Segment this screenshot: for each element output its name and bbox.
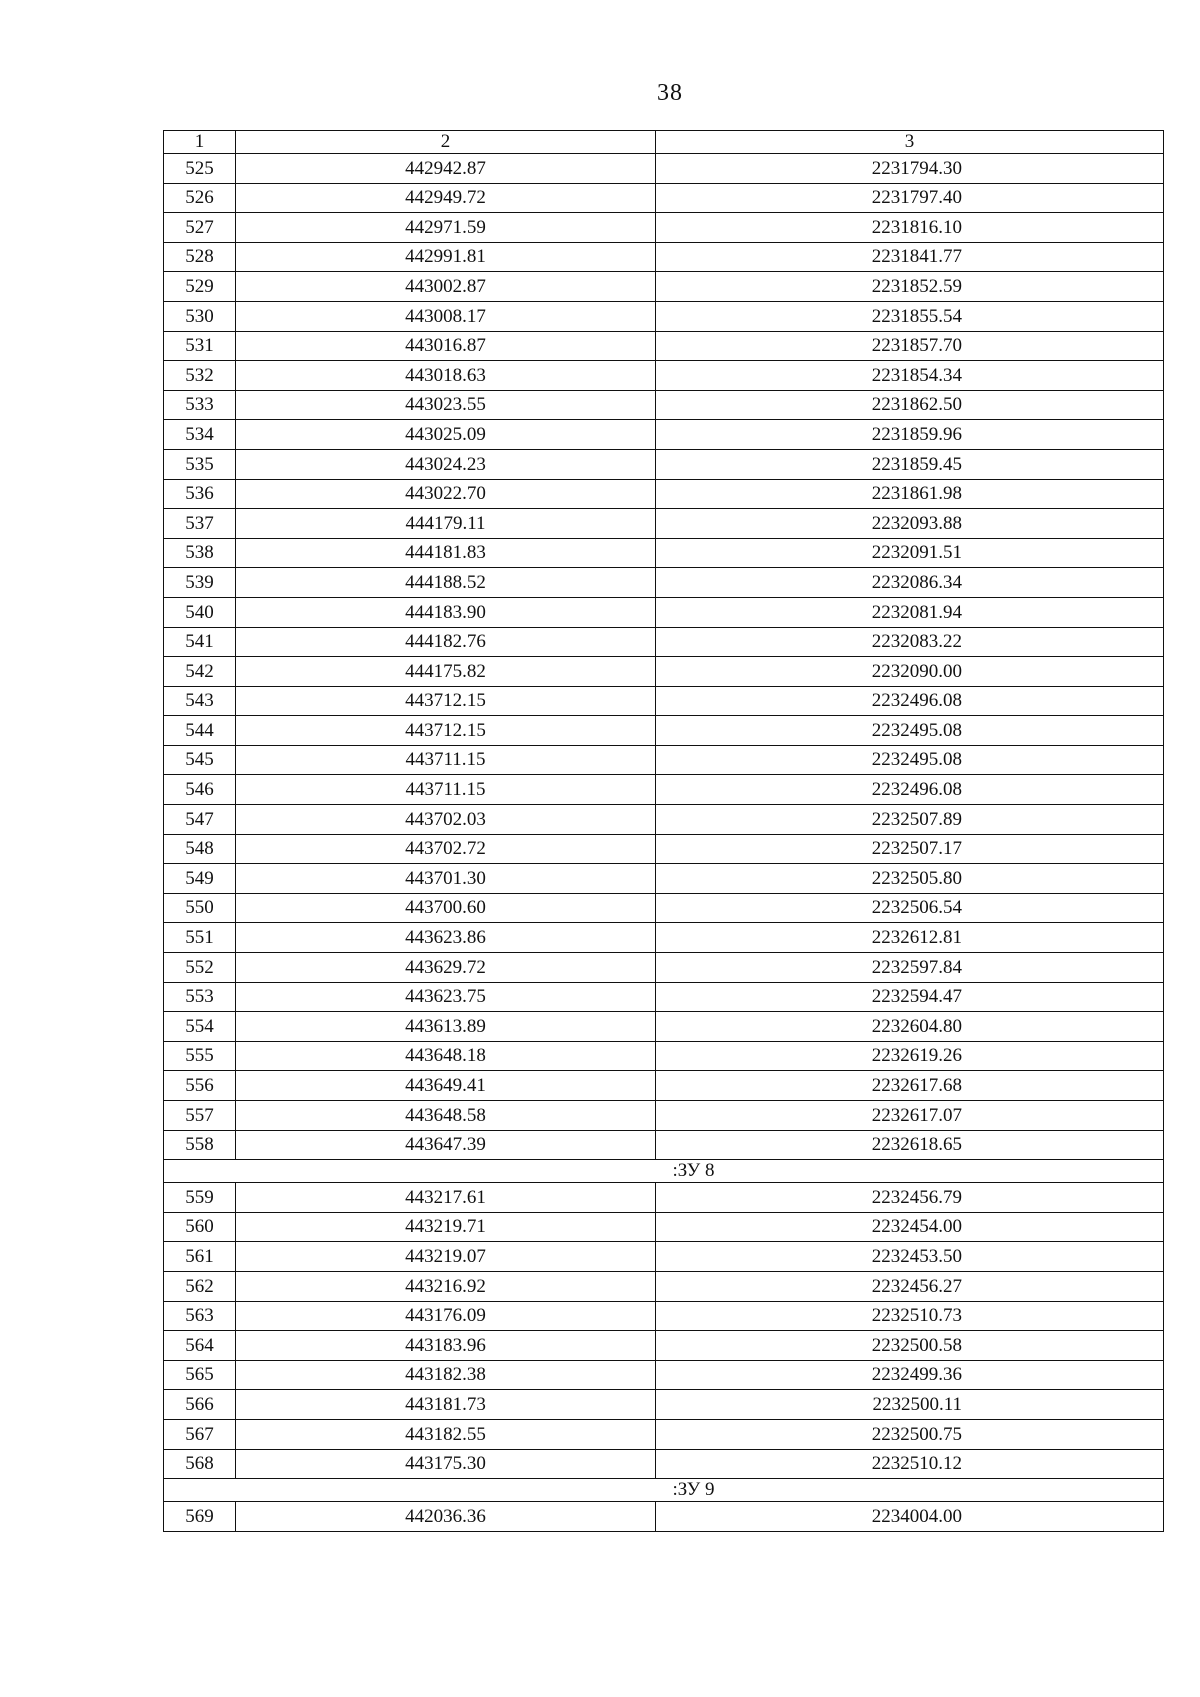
cell-x: 443216.92: [236, 1271, 656, 1301]
cell-y: 2232090.00: [656, 657, 1164, 687]
cell-x: 443022.70: [236, 479, 656, 509]
table-row: [164, 449, 1164, 479]
cell-y: 2232496.08: [656, 775, 1164, 805]
cell-y: 2231816.10: [656, 213, 1164, 243]
table-row: [164, 509, 1164, 539]
cell-y: 2232081.94: [656, 597, 1164, 627]
cell-y: 2232619.26: [656, 1041, 1164, 1071]
table-row: [164, 331, 1164, 361]
cell-x: 444179.11: [236, 509, 656, 539]
cell-point-number: 530: [164, 301, 236, 331]
table-row: [164, 390, 1164, 420]
cell-point-number: 539: [164, 568, 236, 598]
cell-y: 2232453.50: [656, 1242, 1164, 1272]
cell-y: 2232510.12: [656, 1449, 1164, 1479]
cell-x: 444182.76: [236, 627, 656, 657]
table-row: [164, 1212, 1164, 1242]
cell-x: 443702.03: [236, 805, 656, 835]
table-row: [164, 538, 1164, 568]
cell-y: 2232510.73: [656, 1301, 1164, 1331]
cell-y: 2232612.81: [656, 923, 1164, 953]
cell-point-number: 569: [164, 1502, 236, 1532]
table-row: [164, 982, 1164, 1012]
cell-x: 444188.52: [236, 568, 656, 598]
cell-point-number: 563: [164, 1301, 236, 1331]
table-row: [164, 657, 1164, 687]
cell-x: 443613.89: [236, 1012, 656, 1042]
cell-y: 2232597.84: [656, 953, 1164, 983]
coordinates-table: [163, 130, 1164, 1532]
cell-x: 443647.39: [236, 1130, 656, 1160]
cell-y: 2232500.11: [656, 1390, 1164, 1420]
cell-y: 2231862.50: [656, 390, 1164, 420]
cell-y: 2232083.22: [656, 627, 1164, 657]
cell-y: 2232507.89: [656, 805, 1164, 835]
cell-y: 2232507.17: [656, 834, 1164, 864]
table-row: [164, 745, 1164, 775]
table-row: [164, 1271, 1164, 1301]
cell-y: 2232454.00: [656, 1212, 1164, 1242]
cell-y: 2232091.51: [656, 538, 1164, 568]
cell-x: 442036.36: [236, 1502, 656, 1532]
header-cell-point-number: 1: [164, 131, 236, 154]
cell-x: 443176.09: [236, 1301, 656, 1331]
table-row: [164, 1502, 1164, 1532]
cell-point-number: 532: [164, 361, 236, 391]
page-number: 38: [657, 80, 683, 106]
table-row: [164, 597, 1164, 627]
table-row: [164, 1130, 1164, 1160]
table-row: [164, 272, 1164, 302]
table-row: [164, 686, 1164, 716]
cell-point-number: 567: [164, 1419, 236, 1449]
cell-x: 443623.75: [236, 982, 656, 1012]
table-row: [164, 479, 1164, 509]
cell-point-number: 549: [164, 864, 236, 894]
cell-x: 444183.90: [236, 597, 656, 627]
cell-x: 443183.96: [236, 1331, 656, 1361]
cell-point-number: 526: [164, 183, 236, 213]
table-row: [164, 420, 1164, 450]
cell-y: 2231855.54: [656, 301, 1164, 331]
table-row: [164, 1183, 1164, 1213]
cell-point-number: 528: [164, 242, 236, 272]
section-label: [164, 1160, 1164, 1183]
cell-y: 2232617.07: [656, 1101, 1164, 1131]
table-row: [164, 1101, 1164, 1131]
cell-point-number: 552: [164, 953, 236, 983]
cell-x: 443712.15: [236, 716, 656, 746]
cell-point-number: 542: [164, 657, 236, 687]
cell-y: 2231859.96: [656, 420, 1164, 450]
cell-y: 2232086.34: [656, 568, 1164, 598]
section-label-text: :ЗУ 8: [672, 1160, 715, 1182]
table-header-row: [164, 131, 1164, 154]
table-row: [164, 1419, 1164, 1449]
cell-y: 2231859.45: [656, 449, 1164, 479]
cell-point-number: 551: [164, 923, 236, 953]
cell-point-number: 547: [164, 805, 236, 835]
table-row: [164, 242, 1164, 272]
table-row: [164, 301, 1164, 331]
cell-x: 443219.71: [236, 1212, 656, 1242]
cell-point-number: 568: [164, 1449, 236, 1479]
cell-point-number: 556: [164, 1071, 236, 1101]
coordinates-table-body: [164, 131, 1164, 1532]
cell-point-number: 537: [164, 509, 236, 539]
cell-point-number: 529: [164, 272, 236, 302]
cell-point-number: 535: [164, 449, 236, 479]
table-row: [164, 1071, 1164, 1101]
cell-y: 2232495.08: [656, 716, 1164, 746]
cell-y: 2232456.79: [656, 1183, 1164, 1213]
section-row: [164, 1160, 1164, 1183]
cell-x: 442949.72: [236, 183, 656, 213]
section-label: [164, 1479, 1164, 1502]
cell-point-number: 543: [164, 686, 236, 716]
cell-x: 443712.15: [236, 686, 656, 716]
cell-x: 443182.38: [236, 1360, 656, 1390]
cell-y: 2231841.77: [656, 242, 1164, 272]
cell-x: 443025.09: [236, 420, 656, 450]
cell-y: 2232500.58: [656, 1331, 1164, 1361]
cell-point-number: 561: [164, 1242, 236, 1272]
cell-x: 443711.15: [236, 775, 656, 805]
cell-x: 443701.30: [236, 864, 656, 894]
cell-point-number: 545: [164, 745, 236, 775]
cell-y: 2232604.80: [656, 1012, 1164, 1042]
cell-x: 443219.07: [236, 1242, 656, 1272]
table-row: [164, 775, 1164, 805]
header-cell-x: 2: [236, 131, 656, 154]
cell-x: 443702.72: [236, 834, 656, 864]
table-row: [164, 154, 1164, 184]
cell-x: 443700.60: [236, 893, 656, 923]
cell-y: 2232618.65: [656, 1130, 1164, 1160]
table-row: [164, 923, 1164, 953]
cell-y: 2232505.80: [656, 864, 1164, 894]
section-row: [164, 1479, 1164, 1502]
cell-x: 444181.83: [236, 538, 656, 568]
cell-x: 443002.87: [236, 272, 656, 302]
cell-point-number: 565: [164, 1360, 236, 1390]
table-row: [164, 183, 1164, 213]
cell-point-number: 525: [164, 154, 236, 184]
cell-point-number: 540: [164, 597, 236, 627]
cell-point-number: 536: [164, 479, 236, 509]
cell-y: 2232495.08: [656, 745, 1164, 775]
cell-x: 443217.61: [236, 1183, 656, 1213]
cell-x: 443008.17: [236, 301, 656, 331]
table-row: [164, 1390, 1164, 1420]
cell-y: 2231861.98: [656, 479, 1164, 509]
cell-y: 2232093.88: [656, 509, 1164, 539]
cell-y: 2231854.34: [656, 361, 1164, 391]
cell-y: 2231797.40: [656, 183, 1164, 213]
cell-y: 2232500.75: [656, 1419, 1164, 1449]
cell-point-number: 541: [164, 627, 236, 657]
header-cell-y: 3: [656, 131, 1164, 154]
cell-x: 443175.30: [236, 1449, 656, 1479]
table-row: [164, 1301, 1164, 1331]
cell-point-number: 550: [164, 893, 236, 923]
cell-y: 2234004.00: [656, 1502, 1164, 1532]
cell-y: 2232496.08: [656, 686, 1164, 716]
table-row: [164, 1041, 1164, 1071]
cell-y: 2231857.70: [656, 331, 1164, 361]
cell-x: 443181.73: [236, 1390, 656, 1420]
cell-point-number: 546: [164, 775, 236, 805]
cell-point-number: 544: [164, 716, 236, 746]
table-row: [164, 805, 1164, 835]
cell-y: 2232456.27: [656, 1271, 1164, 1301]
table-row: [164, 627, 1164, 657]
table-row: [164, 361, 1164, 391]
cell-x: 443649.41: [236, 1071, 656, 1101]
table-row: [164, 1449, 1164, 1479]
table-row: [164, 834, 1164, 864]
cell-x: 442971.59: [236, 213, 656, 243]
cell-point-number: 557: [164, 1101, 236, 1131]
cell-x: 444175.82: [236, 657, 656, 687]
cell-point-number: 554: [164, 1012, 236, 1042]
cell-x: 443182.55: [236, 1419, 656, 1449]
cell-y: 2232594.47: [656, 982, 1164, 1012]
cell-x: 443629.72: [236, 953, 656, 983]
cell-point-number: 555: [164, 1041, 236, 1071]
cell-point-number: 538: [164, 538, 236, 568]
cell-point-number: 564: [164, 1331, 236, 1361]
table-row: [164, 1012, 1164, 1042]
table-row: [164, 213, 1164, 243]
table-row: [164, 568, 1164, 598]
cell-x: 443648.18: [236, 1041, 656, 1071]
cell-x: 443016.87: [236, 331, 656, 361]
cell-x: 442991.81: [236, 242, 656, 272]
cell-x: 443024.23: [236, 449, 656, 479]
cell-y: 2232506.54: [656, 893, 1164, 923]
cell-point-number: 559: [164, 1183, 236, 1213]
cell-y: 2232499.36: [656, 1360, 1164, 1390]
table-row: [164, 893, 1164, 923]
table-row: [164, 716, 1164, 746]
cell-point-number: 566: [164, 1390, 236, 1420]
cell-y: 2231852.59: [656, 272, 1164, 302]
table-row: [164, 1360, 1164, 1390]
section-label-text: :ЗУ 9: [672, 1479, 715, 1501]
table-row: [164, 953, 1164, 983]
cell-point-number: 533: [164, 390, 236, 420]
table-row: [164, 864, 1164, 894]
cell-point-number: 553: [164, 982, 236, 1012]
cell-y: 2232617.68: [656, 1071, 1164, 1101]
cell-point-number: 534: [164, 420, 236, 450]
table-row: [164, 1242, 1164, 1272]
cell-point-number: 560: [164, 1212, 236, 1242]
cell-x: 443018.63: [236, 361, 656, 391]
cell-point-number: 558: [164, 1130, 236, 1160]
cell-point-number: 531: [164, 331, 236, 361]
cell-x: 442942.87: [236, 154, 656, 184]
cell-x: 443648.58: [236, 1101, 656, 1131]
cell-x: 443711.15: [236, 745, 656, 775]
cell-point-number: 562: [164, 1271, 236, 1301]
cell-y: 2231794.30: [656, 154, 1164, 184]
cell-point-number: 527: [164, 213, 236, 243]
cell-x: 443623.86: [236, 923, 656, 953]
cell-point-number: 548: [164, 834, 236, 864]
cell-x: 443023.55: [236, 390, 656, 420]
table-row: [164, 1331, 1164, 1361]
